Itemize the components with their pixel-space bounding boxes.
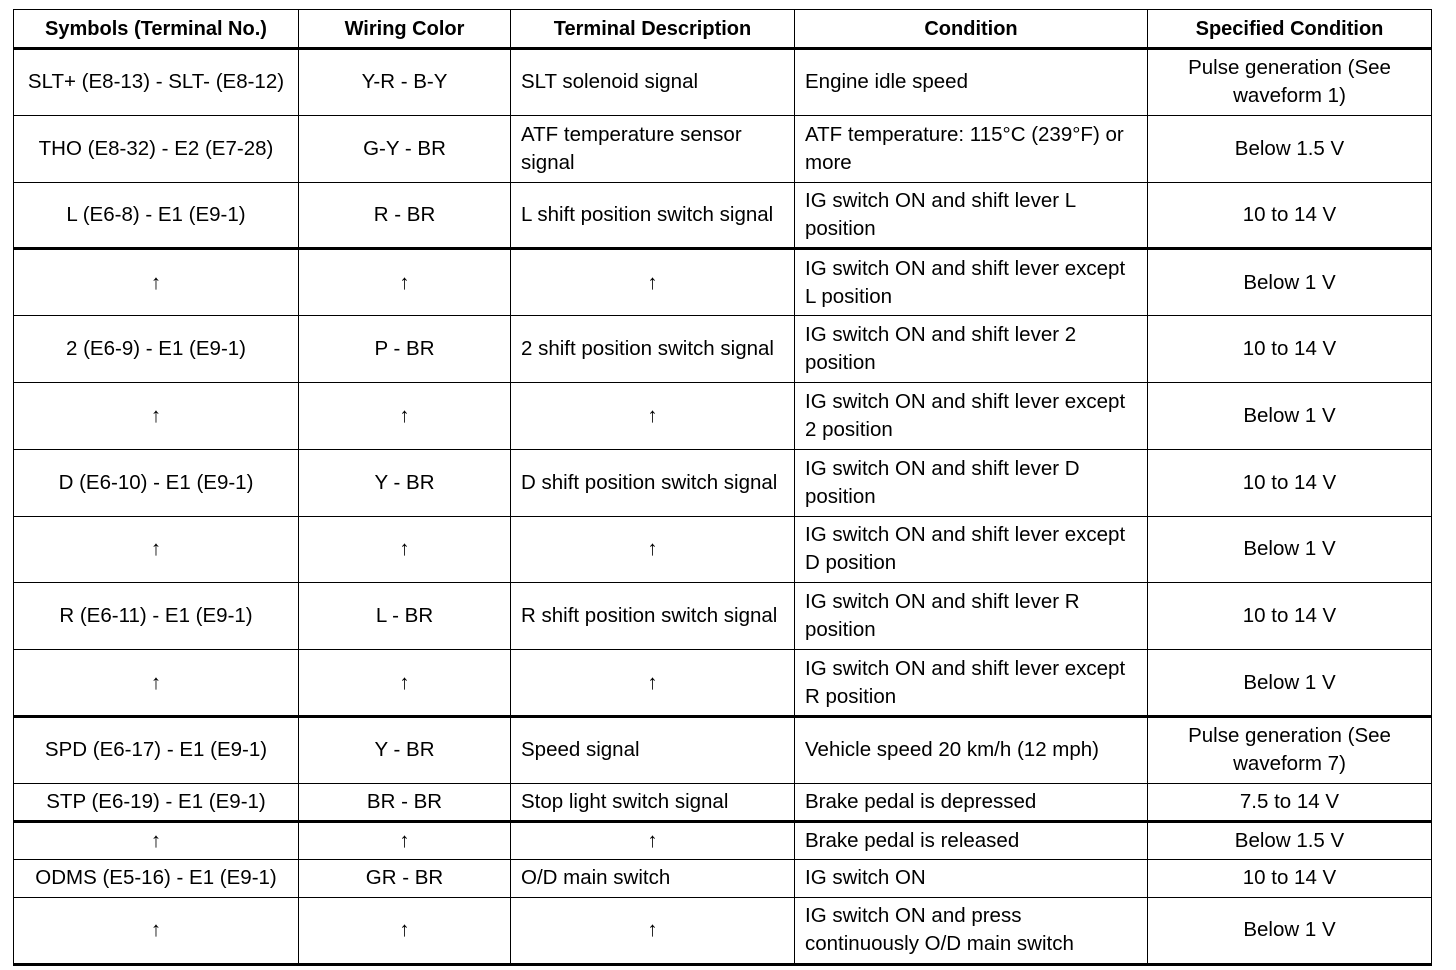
table-row xyxy=(14,821,1432,859)
cell-wiring: Y-R - B-Y xyxy=(299,49,511,116)
table-row xyxy=(14,516,1432,583)
cell-specified: Below 1 V xyxy=(1148,516,1432,583)
cell-specified: 10 to 14 V xyxy=(1148,316,1432,383)
cell-description: D shift position switch signal xyxy=(511,449,795,516)
table-row xyxy=(14,583,1432,650)
cell-description-ditto: ↑ xyxy=(511,382,795,449)
cell-specified: Pulse generation (See waveform 1) xyxy=(1148,49,1432,116)
terminal-table xyxy=(13,9,1432,966)
cell-description: SLT solenoid signal xyxy=(511,49,795,116)
cell-symbols: ODMS (E5-16) - E1 (E9-1) xyxy=(14,859,299,897)
cell-wiring: G-Y - BR xyxy=(299,115,511,182)
cell-description-ditto: ↑ xyxy=(511,516,795,583)
table-row xyxy=(14,859,1432,897)
cell-symbols-ditto: ↑ xyxy=(14,897,299,964)
cell-symbols: SLT+ (E8-13) - SLT- (E8-12) xyxy=(14,49,299,116)
cell-specified: Below 1 V xyxy=(1148,382,1432,449)
cell-condition: Engine idle speed xyxy=(795,49,1148,116)
cell-symbols: 2 (E6-9) - E1 (E9-1) xyxy=(14,316,299,383)
cell-condition: IG switch ON and shift lever D position xyxy=(795,449,1148,516)
cell-wiring-ditto: ↑ xyxy=(299,821,511,859)
cell-specified: Below 1 V xyxy=(1148,897,1432,964)
cell-wiring: L - BR xyxy=(299,583,511,650)
cell-symbols: D (E6-10) - E1 (E9-1) xyxy=(14,449,299,516)
cell-wiring-ditto: ↑ xyxy=(299,650,511,717)
cell-description: L shift position switch signal xyxy=(511,182,795,249)
cell-description-ditto: ↑ xyxy=(511,821,795,859)
cell-specified: Below 1 V xyxy=(1148,650,1432,717)
cell-wiring: R - BR xyxy=(299,182,511,249)
cell-symbols-ditto: ↑ xyxy=(14,821,299,859)
cell-wiring-ditto: ↑ xyxy=(299,897,511,964)
cell-specified: Below 1.5 V xyxy=(1148,115,1432,182)
header-condition: Condition xyxy=(795,10,1148,49)
table-row xyxy=(14,783,1432,821)
cell-description: O/D main switch xyxy=(511,859,795,897)
cell-symbols: STP (E6-19) - E1 (E9-1) xyxy=(14,783,299,821)
cell-description-ditto: ↑ xyxy=(511,249,795,316)
cell-wiring-ditto: ↑ xyxy=(299,516,511,583)
table-row xyxy=(14,650,1432,717)
cell-condition: Brake pedal is released xyxy=(795,821,1148,859)
table-row xyxy=(14,115,1432,182)
cell-specified: 10 to 14 V xyxy=(1148,859,1432,897)
cell-condition: IG switch ON and shift lever 2 position xyxy=(795,316,1148,383)
table-row xyxy=(14,382,1432,449)
cell-description: 2 shift position switch signal xyxy=(511,316,795,383)
cell-symbols: THO (E8-32) - E2 (E7-28) xyxy=(14,115,299,182)
cell-symbols-ditto: ↑ xyxy=(14,382,299,449)
cell-wiring: BR - BR xyxy=(299,783,511,821)
cell-symbols: SPD (E6-17) - E1 (E9-1) xyxy=(14,716,299,783)
table-row xyxy=(14,716,1432,783)
cell-specified: Below 1 V xyxy=(1148,249,1432,316)
cell-wiring-ditto: ↑ xyxy=(299,382,511,449)
table-row xyxy=(14,316,1432,383)
cell-condition: Vehicle speed 20 km/h (12 mph) xyxy=(795,716,1148,783)
cell-symbols-ditto: ↑ xyxy=(14,249,299,316)
cell-symbols: R (E6-11) - E1 (E9-1) xyxy=(14,583,299,650)
cell-description-ditto: ↑ xyxy=(511,897,795,964)
table-row xyxy=(14,449,1432,516)
table-row xyxy=(14,49,1432,116)
cell-wiring: GR - BR xyxy=(299,859,511,897)
cell-condition: IG switch ON and press continuously O/D main switch xyxy=(795,897,1148,964)
cell-condition: ATF temperature: 115°C (239°F) or more xyxy=(795,115,1148,182)
cell-symbols-ditto: ↑ xyxy=(14,516,299,583)
cell-description-ditto: ↑ xyxy=(511,650,795,717)
cell-condition: IG switch ON and shift lever L position xyxy=(795,182,1148,249)
cell-description: Speed signal xyxy=(511,716,795,783)
cell-condition: IG switch ON and shift lever except L position xyxy=(795,249,1148,316)
cell-wiring: Y - BR xyxy=(299,449,511,516)
cell-specified: 10 to 14 V xyxy=(1148,449,1432,516)
cell-specified: Pulse generation (See waveform 7) xyxy=(1148,716,1432,783)
cell-wiring: Y - BR xyxy=(299,716,511,783)
cell-description: R shift position switch signal xyxy=(511,583,795,650)
cell-specified: 7.5 to 14 V xyxy=(1148,783,1432,821)
cell-condition: IG switch ON and shift lever except 2 position xyxy=(795,382,1148,449)
header-symbols: Symbols (Terminal No.) xyxy=(14,10,299,49)
table-row xyxy=(14,897,1432,964)
cell-wiring: P - BR xyxy=(299,316,511,383)
header-wiring-color: Wiring Color xyxy=(299,10,511,49)
cell-symbols: L (E6-8) - E1 (E9-1) xyxy=(14,182,299,249)
cell-condition: IG switch ON and shift lever except D position xyxy=(795,516,1148,583)
cell-description: ATF temperature sensor signal xyxy=(511,115,795,182)
table-header-row xyxy=(14,10,1432,49)
table-row xyxy=(14,182,1432,249)
cell-description: Stop light switch signal xyxy=(511,783,795,821)
header-specified-condition: Specified Condition xyxy=(1148,10,1432,49)
cell-specified: 10 to 14 V xyxy=(1148,583,1432,650)
cell-specified: Below 1.5 V xyxy=(1148,821,1432,859)
cell-condition: Brake pedal is depressed xyxy=(795,783,1148,821)
cell-wiring-ditto: ↑ xyxy=(299,249,511,316)
cell-condition: IG switch ON xyxy=(795,859,1148,897)
table-row xyxy=(14,249,1432,316)
cell-condition: IG switch ON and shift lever R position xyxy=(795,583,1148,650)
cell-symbols-ditto: ↑ xyxy=(14,650,299,717)
cell-specified: 10 to 14 V xyxy=(1148,182,1432,249)
cell-condition: IG switch ON and shift lever except R position xyxy=(795,650,1148,717)
header-terminal-description: Terminal Description xyxy=(511,10,795,49)
